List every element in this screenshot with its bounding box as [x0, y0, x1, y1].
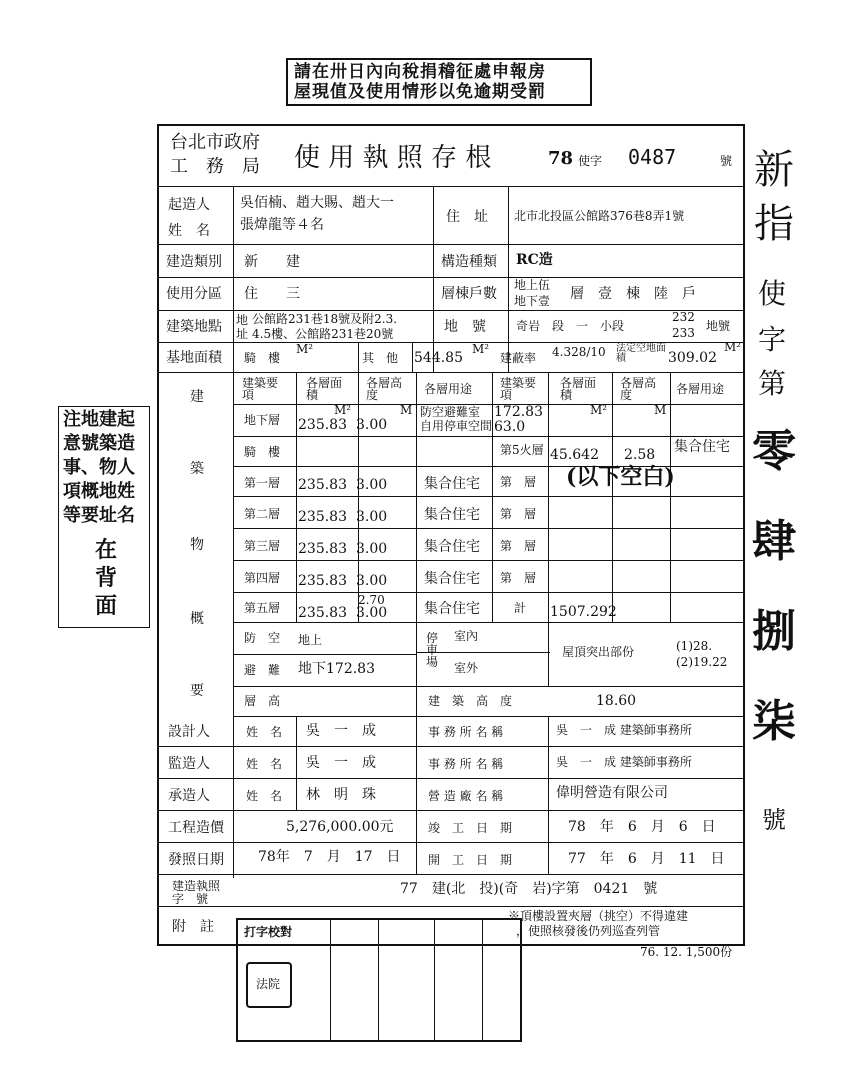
designer-name: 吳 一 成	[306, 723, 376, 739]
permit-label1: 建造執照	[172, 879, 221, 893]
floor-r4-label: 第 層	[500, 539, 537, 553]
margin-char-10: 號	[762, 806, 786, 834]
lot-label: 地 號	[444, 319, 486, 335]
site-prefix1: 地	[236, 313, 249, 327]
address-label: 住 址	[446, 209, 488, 225]
supervisor-name-label: 姓 名	[246, 757, 283, 771]
floor-r0-area: 172.83	[494, 404, 543, 420]
floor-2-height: 3.00	[356, 509, 388, 525]
floor-total-label: 計	[514, 601, 527, 615]
floors-up: 地上伍	[514, 278, 551, 292]
legal-value: 309.02	[668, 350, 717, 366]
building-side-2: 築	[190, 461, 204, 477]
floor-total-area: 1507.292	[550, 604, 617, 620]
side-note-big3: 面	[95, 593, 118, 619]
designer-label: 設計人	[168, 724, 210, 740]
permit-suffix: 號	[720, 154, 733, 168]
builder-value1: 吳佰楠、趙大賜、趙大一	[240, 195, 394, 211]
agency-line2: 工 務 局	[170, 156, 260, 177]
designer-office-label: 事 務 所 名 稱	[428, 725, 504, 739]
type-label: 建造類別	[166, 254, 222, 270]
builder-label2: 姓 名	[168, 223, 210, 239]
side-note-line1: 注地建起	[63, 409, 135, 430]
floor-b1-use2: 自用停車空間	[420, 419, 493, 433]
floor-arcade-label: 騎 樓	[244, 445, 281, 459]
seal-text: 法院	[256, 977, 281, 991]
shelter-up: 地上	[298, 633, 323, 647]
note-label: 附 註	[172, 919, 214, 935]
struct-value: RC造	[516, 252, 553, 268]
floor-2-use: 集合住宅	[424, 507, 480, 523]
margin-char-2: 指	[754, 201, 794, 247]
floor-1-height: 3.00	[356, 477, 388, 493]
parking-out: 室外	[454, 661, 479, 675]
unit-m2-b: M²	[590, 403, 608, 417]
floor-b1-use1: 防空避難室	[420, 405, 481, 419]
floor-r0-area2: 63.0	[494, 419, 526, 435]
zone-value: 住 三	[244, 286, 300, 302]
unit-m2-a: M²	[334, 403, 352, 417]
contractor-company-label: 營 造 廠 名 稱	[428, 789, 504, 803]
floor-5-height-top: 2.70	[358, 593, 385, 607]
zone-label: 使用分區	[166, 286, 222, 302]
permit-number: 0487	[628, 145, 677, 169]
floor-r5-label: 第 層	[500, 571, 537, 585]
margin-char-8: 捌	[752, 606, 796, 657]
complete-value: 78 年 6 月 6 日	[568, 819, 716, 835]
roof-label: 屋頂突出部份	[562, 645, 635, 659]
builder-label1: 起造人	[168, 197, 210, 213]
side-note-box	[58, 406, 150, 628]
floor-3-label: 第三層	[244, 539, 281, 553]
roof-value2: (2)19.22	[676, 655, 728, 669]
head-use-r: 各層用途	[676, 382, 725, 396]
side-note-big2: 背	[95, 565, 118, 591]
side-note-big1: 在	[95, 537, 118, 563]
floor-5-area: 235.83	[298, 605, 347, 621]
margin-char-3: 使	[758, 277, 787, 310]
parking-label: 停車場	[426, 631, 439, 669]
supervisor-label: 監造人	[168, 756, 210, 772]
form-title: 使 用 執 照 存 根	[294, 143, 492, 173]
contractor-label: 承造人	[168, 788, 210, 804]
building-side-5: 要	[190, 683, 204, 699]
shelter-down: 地下172.83	[298, 661, 375, 677]
head-area-r: 各層面積	[560, 376, 597, 402]
margin-char-1: 新	[754, 147, 794, 193]
margin-char-4: 字	[758, 323, 787, 356]
head-floor-r: 建築要項	[500, 376, 537, 402]
floor-3-height: 3.00	[356, 541, 388, 557]
floor-5-label: 第五層	[244, 601, 281, 615]
other-unit: M²	[472, 342, 490, 356]
start-value: 77 年 6 月 11 日	[568, 851, 725, 867]
floors-label: 層棟戶數	[441, 286, 497, 302]
address-value: 北市北投區公館路376巷8弄1號	[514, 209, 685, 223]
head-height-r: 各層高度	[620, 376, 657, 402]
print-check-label: 打字校對	[244, 925, 293, 939]
floor-5-use: 集合住宅	[424, 601, 480, 617]
note-text1: ※頂樓設置夾層（挑空）不得違建	[508, 909, 689, 923]
start-label: 開 工 日 期	[428, 853, 513, 867]
designer-office: 吳 一 成 建築師事務所	[556, 723, 692, 737]
floor-r1-label: 第5火層	[500, 443, 544, 457]
other-value: 544.85	[414, 350, 463, 366]
parking-in: 室內	[454, 629, 479, 643]
contractor-name: 林 明 珠	[306, 787, 376, 803]
floor-b1-label: 地下層	[244, 413, 281, 427]
site-prefix2: 址	[236, 327, 249, 341]
supervisor-name: 吳 一 成	[306, 755, 376, 771]
cost-label: 工程造價	[168, 820, 224, 836]
cost-value: 5,276,000.00元	[286, 819, 394, 835]
floor-1-area: 235.83	[298, 477, 347, 493]
shelter-label1: 防 空	[244, 631, 281, 645]
lot-no2: 233	[672, 326, 695, 340]
floor-3-use: 集合住宅	[424, 539, 480, 555]
unit-m-a: M	[400, 403, 413, 417]
floor-r1-use: 集合住宅	[674, 439, 730, 455]
floor-5-height: 3.00	[356, 605, 388, 621]
lot-value: 奇岩 段 一 小段	[516, 319, 625, 333]
agency-line1: 台北市政府	[170, 132, 260, 153]
roof-value1: (1)28.	[676, 639, 713, 653]
head-floor: 建築要項	[242, 376, 279, 402]
side-note-line5: 等要址名	[63, 505, 135, 526]
site-value2: 4.5樓、公館路231巷20號	[252, 327, 394, 341]
blank-note: (以下空白)	[566, 464, 675, 490]
official-seal	[246, 962, 292, 1008]
tax-notice-box	[286, 58, 592, 106]
floor-4-label: 第四層	[244, 571, 281, 585]
building-side-3: 物	[190, 537, 204, 553]
floor-2-label: 第二層	[244, 507, 281, 521]
floors-down: 地下壹	[514, 294, 551, 308]
floor-r2-label: 第 層	[500, 475, 537, 489]
contractor-name-label: 姓 名	[246, 789, 283, 803]
coverage-label: 建蔽率	[500, 351, 537, 365]
builder-value2: 張煒龍等４名	[240, 217, 324, 233]
shelter-label2: 避 難	[244, 663, 281, 677]
building-side-1: 建	[190, 389, 204, 405]
permit-prefix: 78	[548, 148, 574, 169]
supervisor-office: 吳 一 成 建築師事務所	[556, 755, 692, 769]
site-value1: 公館路231巷18號及附2.3.	[252, 312, 398, 326]
tax-notice-line1: 請在卅日內向稅捐稽征處申報房	[294, 62, 546, 82]
legal-label: 法定空地面積	[616, 343, 666, 364]
head-height: 各層高度	[366, 376, 403, 402]
unit-m-b: M	[654, 403, 667, 417]
contractor-company: 偉明營造有限公司	[556, 785, 668, 801]
tax-notice-line2: 屋現值及使用情形以免逾期受罰	[294, 82, 546, 102]
arcade-unit: M²	[296, 342, 314, 356]
floor-r3-label: 第 層	[500, 507, 537, 521]
floor-4-height: 3.00	[356, 573, 388, 589]
permit-char: 使字	[578, 154, 603, 168]
supervisor-office-label: 事 務 所 名 稱	[428, 757, 504, 771]
site-label: 建築地點	[166, 319, 222, 335]
side-note-line4: 項概地姓	[63, 481, 135, 502]
floor-b1-area: 235.83	[298, 417, 347, 433]
head-area: 各層面積	[306, 376, 343, 402]
build-height-label: 建 築 高 度	[428, 694, 513, 708]
margin-char-7: 肆	[752, 516, 796, 567]
permit-value: 77 建(北 投)(奇 岩)字第 0421 號	[400, 881, 658, 897]
complete-label: 竣 工 日 期	[428, 821, 513, 835]
legal-unit: M²	[724, 340, 742, 354]
arcade-label: 騎 樓	[244, 351, 281, 365]
floor-4-use: 集合住宅	[424, 571, 480, 587]
type-value: 新 建	[244, 254, 300, 270]
margin-char-6: 零	[752, 426, 796, 477]
permit-label2: 字 號	[172, 892, 209, 906]
floor-4-area: 235.83	[298, 573, 347, 589]
lot-suffix: 地號	[706, 319, 731, 333]
coverage-value: 4.328/10	[552, 345, 606, 359]
designer-name-label: 姓 名	[246, 725, 283, 739]
floor-3-area: 235.83	[298, 541, 347, 557]
floor-b1-height: 3.00	[356, 417, 388, 433]
site-area-label: 基地面積	[166, 350, 222, 366]
other-label: 其 他	[362, 351, 399, 365]
floor-height-label: 層 高	[244, 694, 281, 708]
issue-value: 78年 7 月 17 日	[258, 849, 401, 865]
struct-label: 構造種類	[441, 254, 497, 270]
margin-char-9: 柒	[752, 696, 796, 747]
building-side-4: 概	[190, 611, 204, 627]
floor-1-label: 第一層	[244, 476, 281, 490]
floors-rest: 層 壹 棟 陸 戶	[570, 286, 696, 302]
build-height-value: 18.60	[596, 693, 637, 709]
lot-no1: 232	[672, 310, 695, 324]
floor-r1-area: 45.642	[550, 447, 599, 463]
margin-char-5: 第	[758, 367, 787, 400]
note-text2: ，使照核發後仍列巡查列管	[516, 924, 661, 938]
side-note-line3: 事、物人	[63, 457, 135, 478]
head-use: 各層用途	[424, 382, 473, 396]
floor-2-area: 235.83	[298, 509, 347, 525]
floor-1-use: 集合住宅	[424, 476, 480, 492]
footer-code: 76. 12. 1,500份	[640, 945, 733, 959]
floor-r1-height: 2.58	[624, 447, 656, 463]
side-note-line2: 意號築造	[63, 433, 135, 454]
issue-label: 發照日期	[168, 852, 224, 868]
